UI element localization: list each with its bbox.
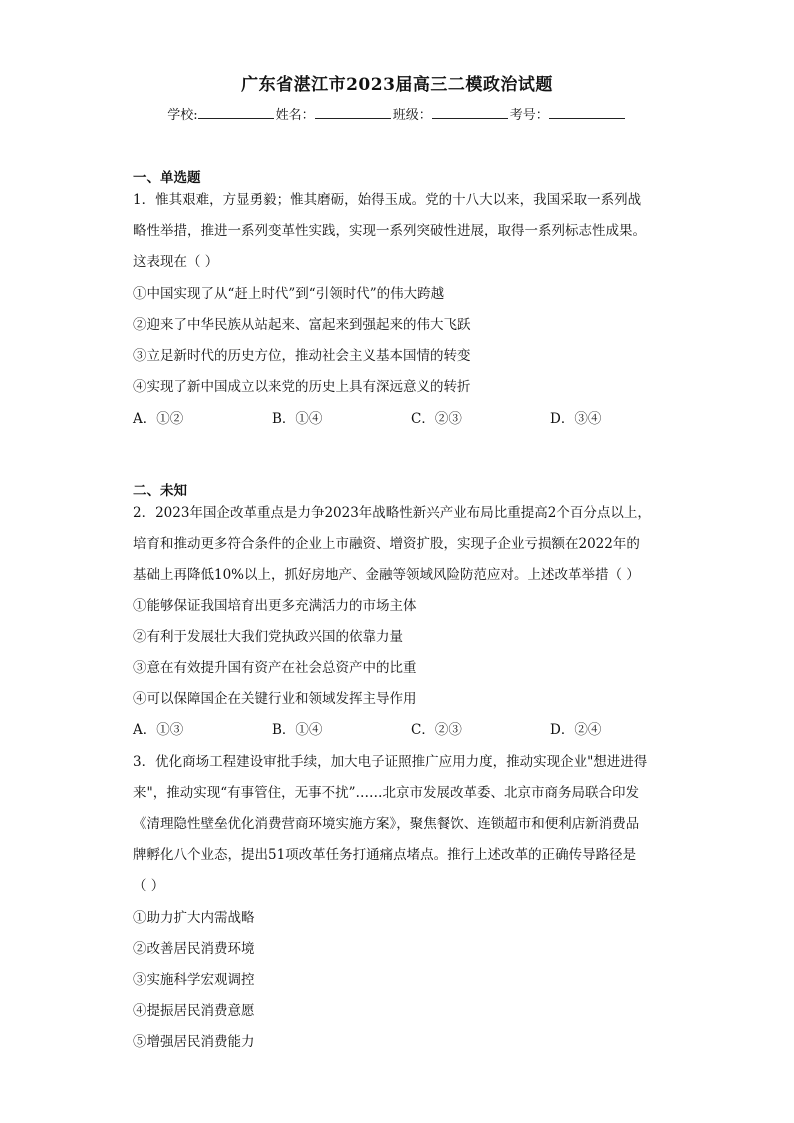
question-2-option-2: ②有利于发展壮大我们党执政兴国的依靠力量 bbox=[133, 629, 403, 645]
question-1-choice-a: A．①② bbox=[133, 411, 184, 427]
question-2-choice-a: A．①③ bbox=[133, 722, 184, 738]
student-info-line bbox=[0, 104, 794, 123]
school-label: 学校: bbox=[167, 108, 198, 123]
question-1-option-2: ②迎来了中华民族从站起来、富起来到强起来的伟大飞跃 bbox=[133, 317, 471, 333]
question-2-option-3: ③意在有效提升国有资产在社会总资产中的比重 bbox=[133, 660, 417, 676]
question-1-choice-b: B．①④ bbox=[272, 411, 323, 427]
question-2-choices bbox=[133, 721, 693, 739]
number-label: 考号： bbox=[509, 108, 549, 123]
question-3-line-2: 来"，推动实现“有事管住，无事不扰”……北京市发展改革委、北京市商务局联合印发 bbox=[133, 785, 640, 801]
question-3-option-3: ③实施科学宏观调控 bbox=[133, 972, 255, 988]
question-1-option-4: ④实现了新中国成立以来党的历史上具有深远意义的转折 bbox=[133, 379, 471, 395]
name-blank bbox=[315, 106, 391, 119]
page-title: 广东省湛江市2023届高三二模政治试题 bbox=[241, 75, 553, 95]
section-heading-unknown: 二、未知 bbox=[133, 483, 187, 499]
question-1-choices bbox=[133, 410, 693, 428]
question-3-option-2: ②改善居民消费环境 bbox=[133, 941, 255, 957]
question-2-choice-c: C．②③ bbox=[411, 722, 462, 738]
question-1-line-3: 这表现在（ ） bbox=[133, 254, 219, 270]
question-3-option-5: ⑤增强居民消费能力 bbox=[133, 1034, 255, 1050]
question-3-option-1: ①助力扩大内需战略 bbox=[133, 910, 255, 926]
question-2-choice-d: D．②④ bbox=[550, 722, 602, 738]
question-3-option-4: ④提振居民消费意愿 bbox=[133, 1003, 255, 1019]
question-3-line-1: 3．优化商场工程建设审批手续，加大电子证照推广应用力度，推动实现企业"想进进得 bbox=[133, 754, 648, 770]
question-3-line-4: 牌孵化八个业态，提出51项改革任务打通痛点堵点。推行上述改革的正确传导路径是 bbox=[133, 847, 637, 863]
school-blank bbox=[198, 106, 274, 119]
question-1-line-2: 略性举措，推进一系列变革性实践，实现一系列突破性进展，取得一系列标志性成果。 bbox=[133, 223, 646, 239]
question-2-option-4: ④可以保障国企在关键行业和领域发挥主导作用 bbox=[133, 691, 417, 707]
question-2-line-1: 2．2023年国企改革重点是力争2023年战略性新兴产业布局比重提高2个百分点以上， bbox=[133, 505, 651, 521]
question-1-option-3: ③立足新时代的历史方位，推动社会主义基本国情的转变 bbox=[133, 348, 471, 364]
number-blank bbox=[549, 106, 625, 119]
question-2-line-3: 基础上再降低10%以上，抓好房地产、金融等领域风险防范应对。上述改革举措（ ） bbox=[133, 567, 640, 583]
question-1-option-1: ①中国实现了从“赶上时代”到“引领时代”的伟大跨越 bbox=[133, 286, 445, 302]
question-3-line-5: （ ） bbox=[133, 878, 165, 894]
question-2-option-1: ①能够保证我国培育出更多充满活力的市场主体 bbox=[133, 598, 417, 614]
question-2-choice-b: B．①④ bbox=[272, 722, 323, 738]
class-blank bbox=[432, 106, 508, 119]
question-1-choice-c: C．②③ bbox=[411, 411, 462, 427]
name-label: 姓名： bbox=[275, 108, 315, 123]
question-3-line-3: 《清理隐性壁垒优化消费营商环境实施方案》，聚焦餐饮、连锁超市和便利店新消费品 bbox=[133, 816, 640, 832]
section-heading-single-choice: 一、单选题 bbox=[133, 170, 201, 186]
question-1-choice-d: D．③④ bbox=[550, 411, 602, 427]
class-label: 班级： bbox=[392, 108, 432, 123]
question-1-line-1: 1．惟其艰难，方显勇毅；惟其磨砺，始得玉成。党的十八大以来，我国采取一系列战 bbox=[133, 192, 642, 208]
question-2-line-2: 培育和推动更多符合条件的企业上市融资、增资扩股，实现子企业亏损额在2022年的 bbox=[133, 536, 640, 552]
